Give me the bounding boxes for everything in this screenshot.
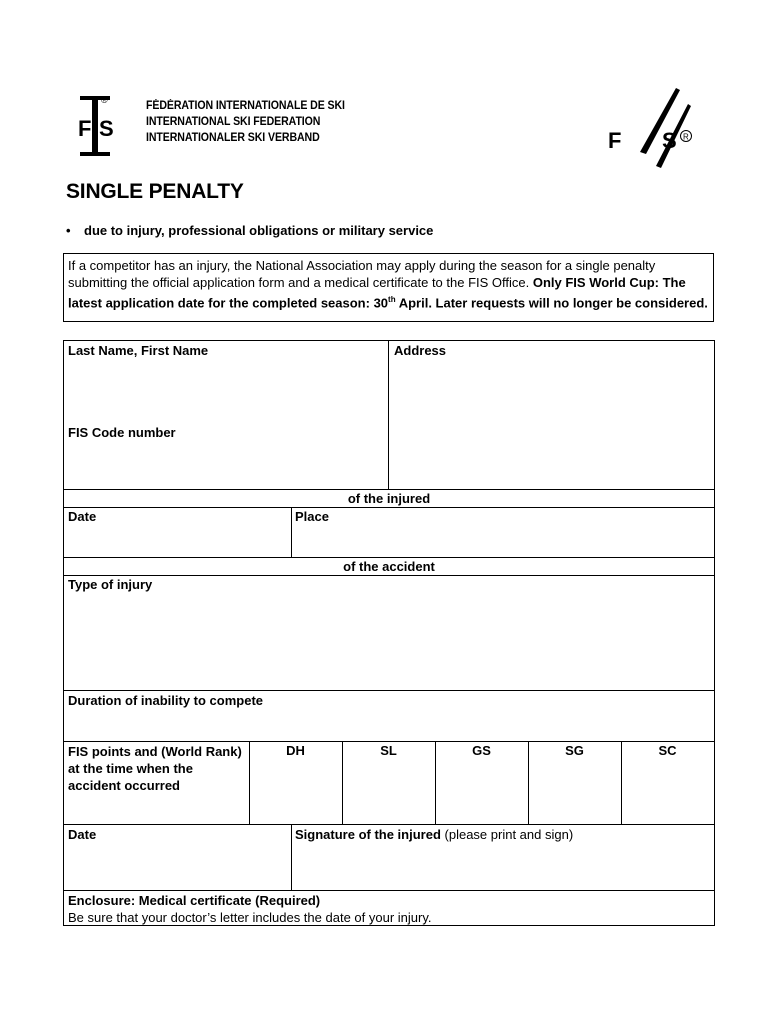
discipline-sl: SL xyxy=(380,743,397,758)
fis-logo-letter-f: F xyxy=(78,116,92,141)
name-label: Last Name, First Name xyxy=(68,343,209,358)
intro-superscript: th xyxy=(388,295,396,304)
bullet-item xyxy=(66,223,433,238)
discipline-gs: GS xyxy=(472,743,491,758)
fis-logo-right xyxy=(606,86,696,168)
page-title: SINGLE PENALTY xyxy=(66,180,244,203)
federation-name-en: INTERNATIONAL SKI FEDERATION xyxy=(146,116,321,128)
application-form xyxy=(63,340,715,926)
form-divider xyxy=(64,489,714,490)
form-divider xyxy=(64,507,714,508)
intro-bold-1: Only FIS World Cup: The latest application date for the completed season: 30 xyxy=(68,275,686,311)
signature-label: Signature of the injured xyxy=(295,827,441,842)
bullet-dot: • xyxy=(66,223,71,238)
discipline-sg: SG xyxy=(565,743,584,758)
svg-text:R: R xyxy=(683,132,689,142)
fis-logo-letter-s: S xyxy=(99,116,114,141)
bullet-text: due to injury, professional obligations or military service xyxy=(84,223,434,238)
form-divider xyxy=(64,690,714,691)
place-label: Place xyxy=(295,509,329,524)
form-divider xyxy=(64,824,714,825)
fis-logo-left xyxy=(78,96,112,156)
intro-text: If a competitor has an injury, the National Association may apply during the season for a single penalty submitting the official application form and a medical certificate to the FIS Office. xyxy=(68,258,656,290)
signature-label-line xyxy=(295,827,573,842)
discipline-dh: DH xyxy=(286,743,305,758)
signature-note: (please print and sign) xyxy=(440,827,574,842)
form-divider xyxy=(64,741,714,742)
section-heading-accident: of the accident xyxy=(343,559,435,574)
fis-points-label: FIS points and (World Rank) at the time when the accident occurred xyxy=(68,744,242,793)
intro-bold-2: April. Later requests will no longer be considered. xyxy=(395,295,708,311)
registered-mark-left: ® xyxy=(101,95,108,105)
enclosure-note: Be sure that your doctor’s letter includes the date of your injury. xyxy=(68,910,432,925)
enclosure-label: Enclosure: Medical certificate (Required) xyxy=(68,893,321,908)
form-divider xyxy=(291,824,292,890)
form-divider xyxy=(388,341,389,489)
federation-name-de: INTERNATIONALER SKI VERBAND xyxy=(146,132,320,144)
intro-box xyxy=(63,253,714,322)
duration-label: Duration of inability to compete xyxy=(68,693,264,708)
form-divider xyxy=(64,575,714,576)
svg-text:F: F xyxy=(608,128,622,153)
federation-name-fr: FÉDÉRATION INTERNATIONALE DE SKI xyxy=(146,100,345,112)
signature-date-label: Date xyxy=(68,827,97,842)
address-label: Address xyxy=(394,343,447,358)
discipline-sc: SC xyxy=(658,743,677,758)
section-heading-injured: of the injured xyxy=(347,491,431,506)
fis-code-label: FIS Code number xyxy=(68,425,176,440)
birth-date-label: Date xyxy=(68,509,97,524)
form-divider xyxy=(64,557,714,558)
form-divider xyxy=(291,507,292,557)
svg-text:S: S xyxy=(662,128,677,153)
federation-names xyxy=(146,98,345,146)
type-of-injury-label: Type of injury xyxy=(68,577,153,592)
form-divider xyxy=(64,890,714,891)
